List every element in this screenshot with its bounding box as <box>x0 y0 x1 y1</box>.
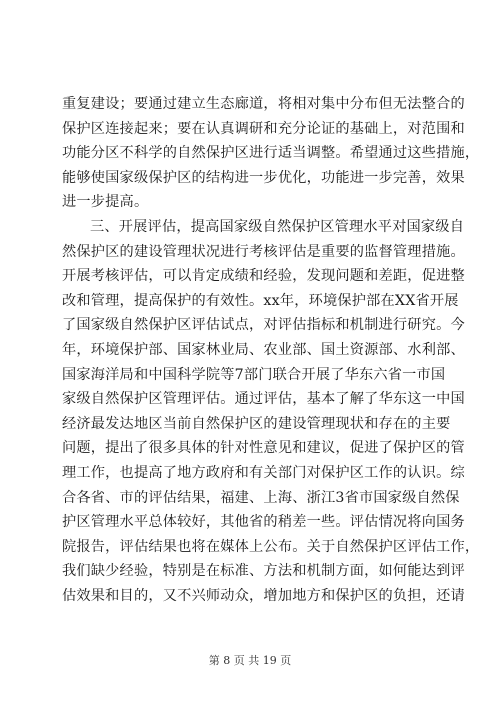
text-line: 功能分区不科学的自然保护区进行适当调整。希望通过这些措施， <box>62 145 480 162</box>
text-line: 问题，提出了很多具体的针对性意见和建议，促进了保护区的管 <box>62 440 465 457</box>
text-line: 了国家级自然保护区评估试点，对评估指标和机制进行研究。今 <box>62 317 465 334</box>
text-line: 开展考核评估，可以肯定成绩和经验，发现问题和差距，促进整 <box>62 268 465 285</box>
text-line: 进一步提高。 <box>62 194 149 211</box>
text-line: 能够使国家级保护区的结构进一步优化，功能进一步完善，效果 <box>62 169 465 186</box>
text-line: 国家海洋局和中国科学院等7部门联合开展了华东六省一市国 <box>62 366 446 383</box>
text-line: 然保护区的建设管理状况进行考核评估是重要的监督管理措施。 <box>62 243 465 260</box>
text-line: 合各省、市的评估结果，福建、上海、浙江3省市国家级自然保 <box>62 489 460 506</box>
text-line: 我们缺少经验，特别是在标准、方法和机制方面，如何能达到评 <box>62 563 465 580</box>
text-line: 保护区连接起来；要在认真调研和充分论证的基础上，对范围和 <box>62 120 465 137</box>
page-number-footer: 第 8 页 共 19 页 <box>208 654 292 667</box>
body-text <box>62 92 480 608</box>
text-line: 重复建设；要通过建立生态廊道，将相对集中分布但无法整合的 <box>62 96 465 112</box>
text-line: 估效果和目的，又不兴师动众，增加地方和保护区的负担，还请 <box>62 587 465 604</box>
text-line: 经济最发达地区当前自然保护区的建设管理现状和存在的主要 <box>62 415 451 432</box>
text-line: 年，环境保护部、国家林业局、农业部、国土资源部、水利部、 <box>62 341 465 358</box>
text-line: 院报告，评估结果也将在媒体上公布。关于自然保护区评估工作， <box>62 538 480 555</box>
text-line: 理工作，也提高了地方政府和有关部门对保护区工作的认识。综 <box>62 464 465 481</box>
text-line: 家级自然保护区管理评估。通过评估，基本了解了华东这一中国 <box>62 391 465 408</box>
text-line: 改和管理，提高保护的有效性。xx年，环境保护部在XX省开展 <box>62 292 459 309</box>
text-line: 护区管理水平总体较好，其他省的稍差一些。评估情况将向国务 <box>62 514 465 531</box>
section-heading-line: 三、开展评估，提高国家级自然保护区管理水平对国家级自 <box>90 218 465 235</box>
